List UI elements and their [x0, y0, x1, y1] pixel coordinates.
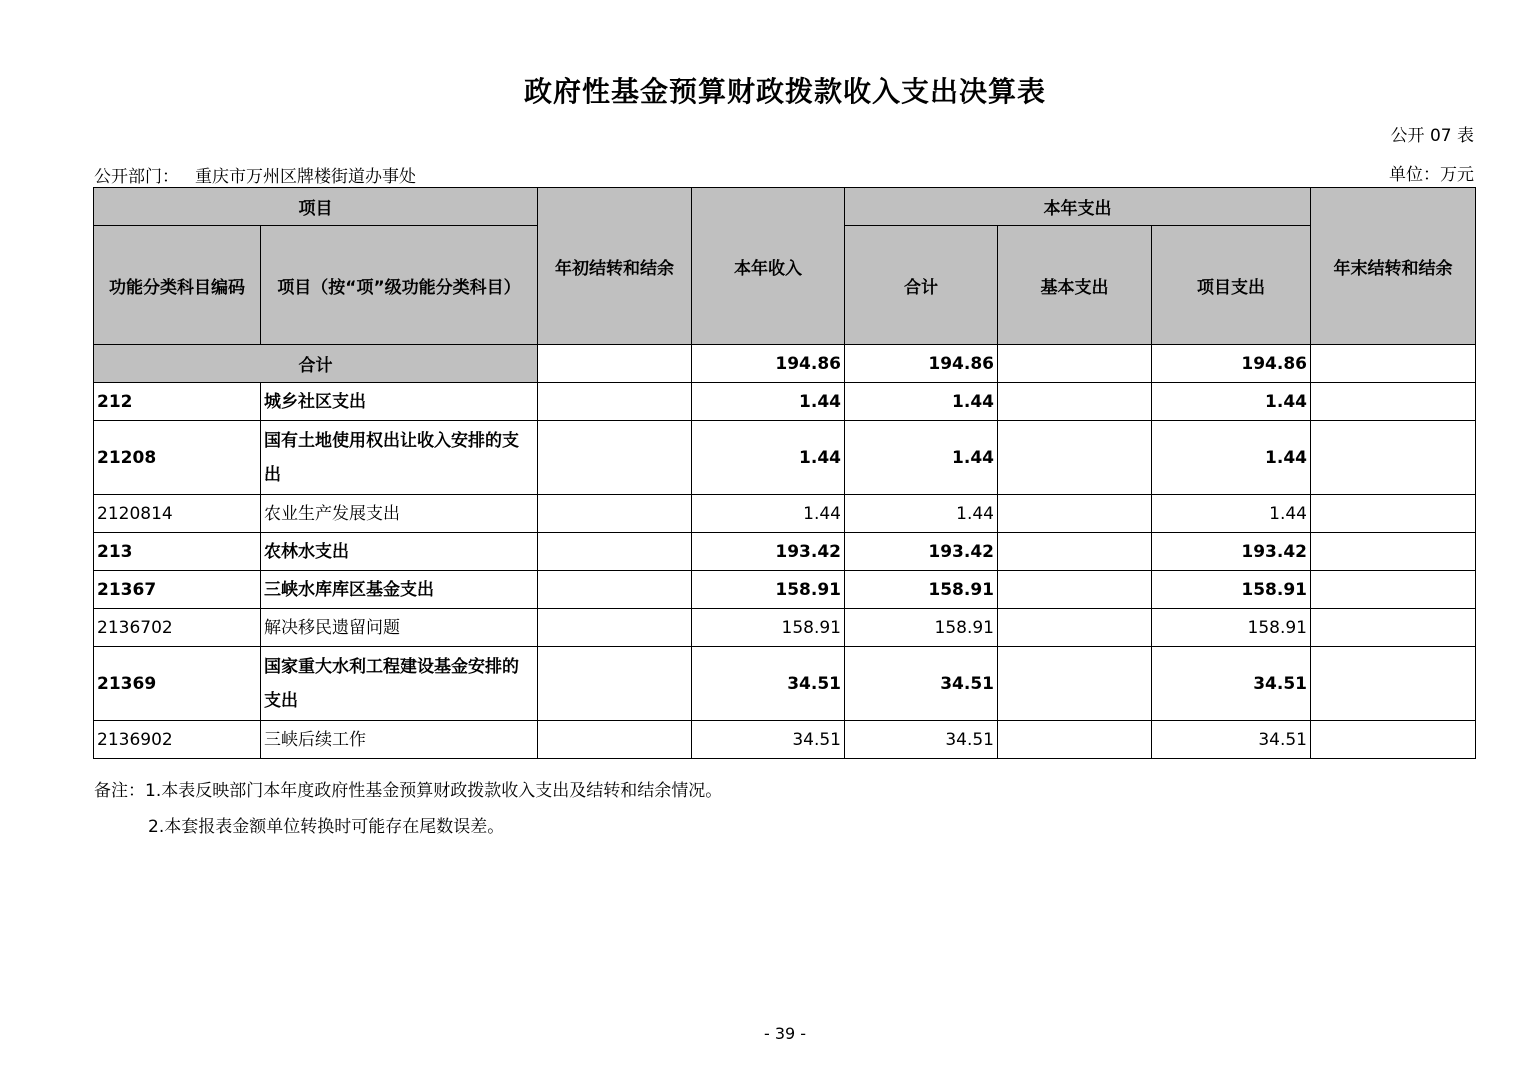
row-closing — [1311, 571, 1476, 609]
row-basic — [998, 609, 1152, 647]
row-project: 1.44 — [1152, 495, 1311, 533]
row-project: 158.91 — [1152, 571, 1311, 609]
row-project: 1.44 — [1152, 383, 1311, 421]
row-opening — [538, 571, 692, 609]
row-project: 34.51 — [1152, 647, 1311, 721]
note-2: 2.本套报表金额单位转换时可能存在尾数误差。 — [148, 817, 505, 837]
page-title: 政府性基金预算财政拨款收入支出决算表 — [523, 75, 1046, 108]
row-code: 21367 — [94, 571, 261, 609]
header-basic-expense: 基本支出 — [998, 226, 1152, 345]
header-item: 项目 — [94, 188, 538, 226]
header-closing-balance: 年末结转和结余 — [1311, 188, 1476, 345]
notes — [94, 773, 722, 845]
row-income: 158.91 — [692, 609, 845, 647]
row-opening — [538, 533, 692, 571]
row-name: 解决移民遗留问题 — [261, 609, 538, 647]
table-row — [94, 571, 1476, 609]
row-basic — [998, 571, 1152, 609]
row-name: 国有土地使用权出让收入安排的支出 — [261, 421, 538, 495]
row-basic — [998, 533, 1152, 571]
row-closing — [1311, 495, 1476, 533]
total-basic — [998, 345, 1152, 383]
total-opening — [538, 345, 692, 383]
row-code: 2136902 — [94, 721, 261, 759]
row-opening — [538, 609, 692, 647]
form-number: 公开 07 表 — [1390, 126, 1474, 146]
header-expense-group: 本年支出 — [845, 188, 1311, 226]
row-total: 34.51 — [845, 721, 998, 759]
row-income: 193.42 — [692, 533, 845, 571]
total-project: 194.86 — [1152, 345, 1311, 383]
row-closing — [1311, 647, 1476, 721]
row-project: 193.42 — [1152, 533, 1311, 571]
row-income: 158.91 — [692, 571, 845, 609]
table-row — [94, 421, 1476, 495]
row-code: 21208 — [94, 421, 261, 495]
row-code: 212 — [94, 383, 261, 421]
table-row — [94, 647, 1476, 721]
row-name: 农业生产发展支出 — [261, 495, 538, 533]
row-opening — [538, 421, 692, 495]
row-total: 193.42 — [845, 533, 998, 571]
total-row — [94, 345, 1476, 383]
row-project: 1.44 — [1152, 421, 1311, 495]
row-total: 1.44 — [845, 495, 998, 533]
row-name: 农林水支出 — [261, 533, 538, 571]
row-code: 21369 — [94, 647, 261, 721]
header-row-1 — [94, 188, 1476, 226]
row-total: 158.91 — [845, 609, 998, 647]
header-project-expense: 项目支出 — [1152, 226, 1311, 345]
row-opening — [538, 647, 692, 721]
row-income: 34.51 — [692, 721, 845, 759]
header-income: 本年收入 — [692, 188, 845, 345]
row-total: 1.44 — [845, 383, 998, 421]
row-name: 三峡后续工作 — [261, 721, 538, 759]
total-expense: 194.86 — [845, 345, 998, 383]
row-code: 213 — [94, 533, 261, 571]
total-income: 194.86 — [692, 345, 845, 383]
note-1: 备注：1.本表反映部门本年度政府性基金预算财政拨款收入支出及结转和结余情况。 — [94, 781, 723, 801]
header-code: 功能分类科目编码 — [94, 226, 261, 345]
department-line — [94, 162, 416, 187]
unit-label: 单位：万元 — [1389, 165, 1474, 185]
row-basic — [998, 421, 1152, 495]
budget-table — [93, 187, 1476, 759]
row-opening — [538, 383, 692, 421]
row-closing — [1311, 609, 1476, 647]
page-number: - 39 - — [763, 1024, 807, 1043]
table-row — [94, 721, 1476, 759]
row-income: 34.51 — [692, 647, 845, 721]
row-total: 34.51 — [845, 647, 998, 721]
row-opening — [538, 721, 692, 759]
row-closing — [1311, 533, 1476, 571]
department-name: 重庆市万州区牌楼街道办事处 — [195, 167, 416, 187]
row-opening — [538, 495, 692, 533]
row-project: 158.91 — [1152, 609, 1311, 647]
department-label: 公开部门： — [94, 167, 179, 187]
header-name: 项目（按“项”级功能分类科目） — [261, 226, 538, 345]
table-row — [94, 609, 1476, 647]
row-name: 国家重大水利工程建设基金安排的支出 — [261, 647, 538, 721]
row-total: 158.91 — [845, 571, 998, 609]
row-income: 1.44 — [692, 383, 845, 421]
row-basic — [998, 383, 1152, 421]
row-project: 34.51 — [1152, 721, 1311, 759]
row-name: 城乡社区支出 — [261, 383, 538, 421]
row-code: 2120814 — [94, 495, 261, 533]
total-closing — [1311, 345, 1476, 383]
row-basic — [998, 647, 1152, 721]
row-income: 1.44 — [692, 495, 845, 533]
table-row — [94, 533, 1476, 571]
total-label: 合计 — [94, 345, 538, 383]
row-basic — [998, 721, 1152, 759]
row-closing — [1311, 383, 1476, 421]
header-opening-balance: 年初结转和结余 — [538, 188, 692, 345]
row-code: 2136702 — [94, 609, 261, 647]
row-total: 1.44 — [845, 421, 998, 495]
table-row — [94, 495, 1476, 533]
row-income: 1.44 — [692, 421, 845, 495]
row-basic — [998, 495, 1152, 533]
table-row — [94, 383, 1476, 421]
row-closing — [1311, 721, 1476, 759]
row-closing — [1311, 421, 1476, 495]
row-name: 三峡水库库区基金支出 — [261, 571, 538, 609]
header-expense-total: 合计 — [845, 226, 998, 345]
